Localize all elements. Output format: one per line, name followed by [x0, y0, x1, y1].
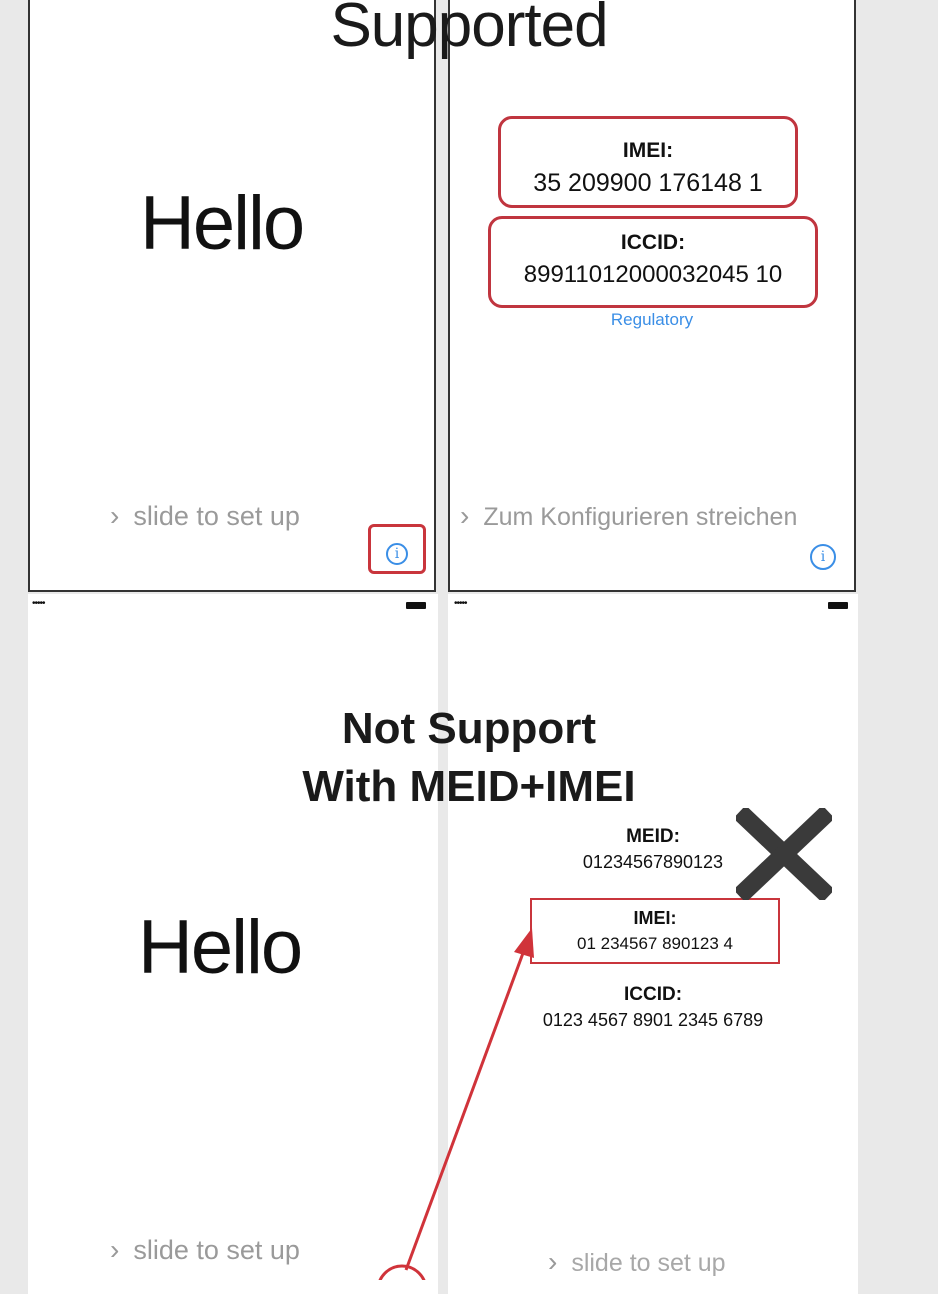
iccid-label: ICCID: [623, 984, 683, 1005]
iccid-label: ICCID: [620, 231, 686, 254]
heading-line-2: With MEID+IMEI [302, 762, 636, 811]
hello-text: Hello [138, 905, 302, 990]
chevron-right-icon: › [460, 500, 470, 531]
chevron-right-icon: › [110, 500, 120, 531]
imei-value: 01 234567 890123 4 [577, 934, 733, 953]
imei-label: IMEI: [633, 908, 677, 928]
slide-label: Zum Konfigurieren streichen [483, 503, 798, 531]
slide-label: slide to set up [571, 1249, 726, 1277]
heading-supported: Supported [330, 0, 608, 60]
iccid-value: 89911012000032045 10 [523, 261, 783, 288]
meid-label: MEID: [626, 826, 680, 847]
hello-text: Hello [140, 181, 304, 266]
chevron-right-icon: › [548, 1246, 558, 1277]
slide-label: slide to set up [133, 1235, 300, 1265]
iccid-value: 0123 4567 8901 2345 6789 [542, 1010, 764, 1030]
signal-dots-icon: ••••• [454, 598, 467, 609]
imei-label: IMEI: [622, 139, 674, 162]
heading-line-1: Not Support [341, 704, 597, 753]
info-icon[interactable]: i [386, 543, 408, 565]
imei-value: 35 209900 176148 1 [533, 169, 763, 197]
slide-label: slide to set up [133, 501, 300, 531]
meid-value: 01234567890123 [582, 852, 724, 872]
chevron-right-icon: › [110, 1234, 120, 1265]
info-icon[interactable]: i [810, 544, 836, 570]
signal-dots-icon: ••••• [32, 598, 45, 609]
regulatory-link[interactable]: Regulatory [610, 310, 694, 329]
